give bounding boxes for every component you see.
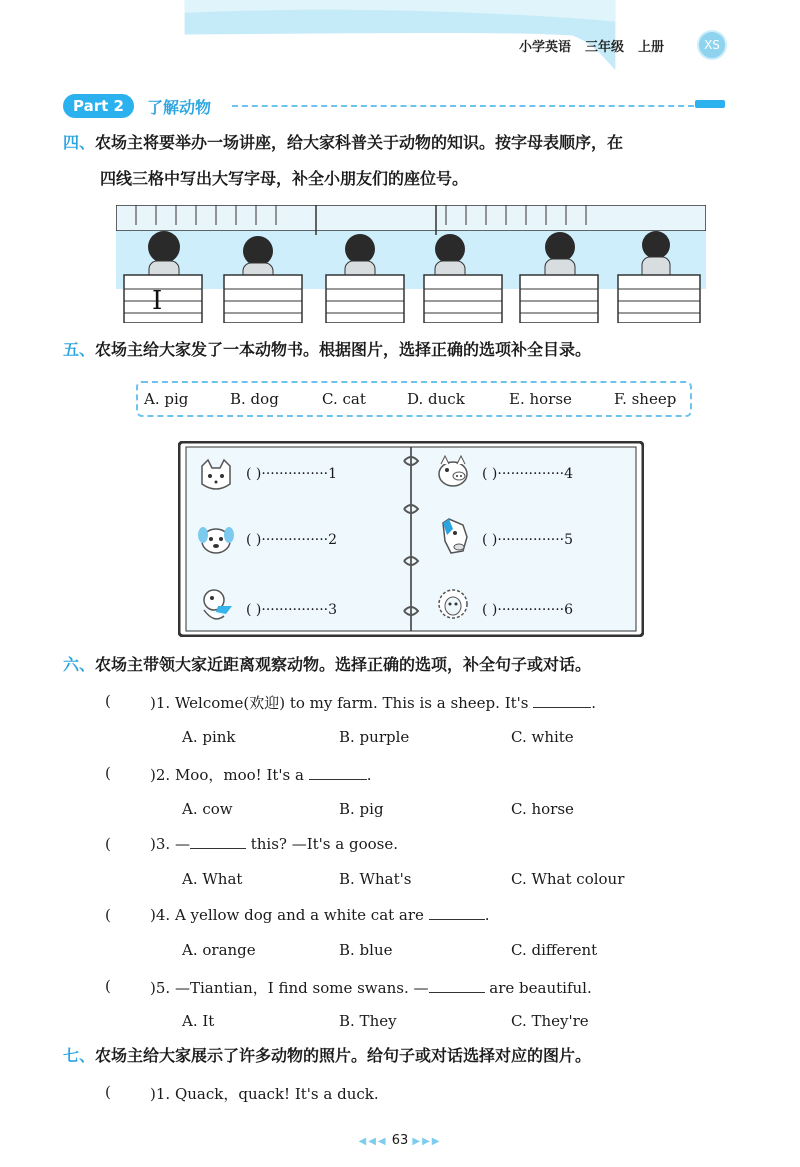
- section7-num: 七、: [63, 1046, 96, 1065]
- section6-heading: [63, 655, 591, 675]
- entry-2-page: 2: [328, 532, 338, 548]
- entry-2-dots: ···············: [261, 532, 329, 548]
- q7-1-num: )1.: [150, 1085, 171, 1103]
- q6-1: [150, 692, 596, 713]
- q6-1-post: .: [591, 694, 597, 712]
- option-d: D. duck: [407, 390, 465, 408]
- entry-4-paren: ( ): [482, 466, 498, 482]
- entry-3-dots: ···············: [261, 602, 329, 618]
- q6-3-post: this? —It's a goose.: [250, 835, 398, 853]
- footer-right-arrows: ▶▶▶: [412, 1136, 442, 1147]
- q6-5-post: are beautiful.: [489, 979, 592, 997]
- q6-5-choice-a: A. It: [182, 1012, 215, 1030]
- q6-5-choice-b: B. They: [339, 1012, 397, 1030]
- header-grade: 三年级: [585, 40, 625, 55]
- q6-5-blank[interactable]: [429, 979, 485, 993]
- q6-4-answer-paren[interactable]: (: [105, 906, 111, 924]
- q6-5: [150, 977, 592, 998]
- option-b: B. dog: [230, 390, 279, 408]
- q6-3: [150, 835, 398, 853]
- q6-2-choice-a: A. cow: [182, 800, 233, 818]
- entry-5-page: 5: [564, 532, 574, 548]
- q6-4-choice-a: A. orange: [182, 941, 256, 959]
- q7-1-answer-paren[interactable]: (: [105, 1083, 111, 1101]
- q6-5-answer-paren[interactable]: (: [105, 977, 111, 995]
- q6-1-choice-a: A. pink: [182, 728, 236, 746]
- q6-4-pre: A yellow dog and a white cat are: [174, 906, 424, 924]
- page-number: 63: [391, 1133, 409, 1148]
- book-entry-6: [482, 602, 573, 618]
- q6-5-choice-c: C. They're: [511, 1012, 589, 1030]
- q6-3-choice-a: A. What: [182, 870, 243, 888]
- q6-4-post: .: [484, 906, 490, 924]
- entry-6-page: 6: [564, 602, 574, 618]
- section4-line1: 农场主将要举办一场讲座，给大家科普关于动物的知识。按字母表顺序，在: [95, 133, 624, 152]
- q6-4-choice-c: C. different: [511, 941, 598, 959]
- section5-heading: [63, 340, 591, 360]
- q6-2-pre: Moo，moo! It's a: [174, 766, 304, 784]
- page-footer: [0, 1133, 800, 1148]
- option-f: F. sheep: [614, 390, 677, 408]
- entry-6-paren: ( ): [482, 602, 498, 618]
- section5-num: 五、: [63, 340, 96, 359]
- seat-letter-i: I: [152, 286, 163, 316]
- header-subject: 小学英语: [519, 40, 572, 55]
- q6-4-choice-b: B. blue: [339, 941, 393, 959]
- q6-3-choice-b: B. What's: [339, 870, 412, 888]
- q6-2-answer-paren[interactable]: (: [105, 764, 111, 782]
- dog-icon: [196, 519, 236, 559]
- q6-4: [150, 906, 490, 924]
- q6-3-choice-c: C. What colour: [511, 870, 625, 888]
- section7-text: 农场主给大家展示了许多动物的照片。给句子或对话选择对应的图片。: [95, 1046, 592, 1065]
- q6-2-blank[interactable]: [309, 766, 367, 780]
- q6-1-choice-c: C. white: [511, 728, 574, 746]
- q6-4-num: )4.: [150, 906, 171, 924]
- classroom-scene: [116, 205, 706, 323]
- section4-line2: 四线三格中写出大写字母，补全小朋友们的座位号。: [100, 169, 469, 188]
- q6-3-pre: —: [174, 835, 190, 853]
- q6-3-answer-paren[interactable]: (: [105, 835, 111, 853]
- part-title: 了解动物: [147, 98, 212, 117]
- duck-icon: [196, 584, 236, 624]
- header-volume: 上册: [638, 40, 665, 55]
- q7-1-text: Quack，quack! It's a duck.: [174, 1085, 379, 1103]
- q6-2-num: )2.: [150, 766, 171, 784]
- option-e: E. horse: [509, 390, 572, 408]
- sheep-icon: [433, 584, 473, 624]
- q6-2-choice-b: B. pig: [339, 800, 384, 818]
- footer-left-arrows: ◀◀◀: [358, 1136, 388, 1147]
- entry-1-paren: ( ): [246, 466, 262, 482]
- book-entry-2: [246, 532, 337, 548]
- q6-1-answer-paren[interactable]: (: [105, 692, 111, 710]
- book-entry-1: [246, 466, 337, 482]
- q6-5-pre: —Tiantian，I find some swans. —: [174, 979, 429, 997]
- section4-heading: [63, 133, 623, 153]
- section4-num: 四、: [63, 133, 96, 152]
- section6-num: 六、: [63, 655, 96, 674]
- horse-icon: [433, 517, 473, 557]
- book-entry-3: [246, 602, 337, 618]
- entry-4-page: 4: [564, 466, 574, 482]
- part-divider: [232, 105, 694, 107]
- option-c: C. cat: [322, 390, 366, 408]
- q6-3-blank[interactable]: [190, 835, 246, 849]
- q6-1-pre: Welcome(欢迎) to my farm. This is a sheep. It's: [174, 694, 529, 712]
- header-band: [0, 0, 800, 70]
- xs-badge: XS: [697, 30, 727, 60]
- q6-1-num: )1.: [150, 694, 171, 712]
- header-text: [519, 36, 664, 55]
- section6-text: 农场主带领大家近距离观察动物。选择正确的选项，补全句子或对话。: [95, 655, 592, 674]
- section5-text: 农场主给大家发了一本动物书。根据图片，选择正确的选项补全目录。: [95, 340, 592, 359]
- entry-4-dots: ···············: [497, 466, 565, 482]
- option-a: A. pig: [144, 390, 189, 408]
- q6-4-blank[interactable]: [429, 906, 485, 920]
- q6-5-num: )5.: [150, 979, 171, 997]
- q6-1-blank[interactable]: [533, 694, 591, 708]
- entry-2-paren: ( ): [246, 532, 262, 548]
- q6-1-choice-b: B. purple: [339, 728, 410, 746]
- entry-6-dots: ···············: [497, 602, 565, 618]
- book-entry-4: [482, 466, 573, 482]
- part-pill: Part 2: [63, 94, 134, 118]
- q7-1: [150, 1083, 379, 1104]
- q6-3-num: )3.: [150, 835, 171, 853]
- pencil-icon: [695, 100, 725, 108]
- q6-2-choice-c: C. horse: [511, 800, 574, 818]
- pig-icon: [433, 452, 473, 492]
- book-entry-5: [482, 532, 573, 548]
- entry-5-dots: ···············: [497, 532, 565, 548]
- section7-heading: [63, 1046, 591, 1066]
- entry-3-page: 3: [328, 602, 338, 618]
- entry-3-paren: ( ): [246, 602, 262, 618]
- entry-5-paren: ( ): [482, 532, 498, 548]
- entry-1-page: 1: [328, 466, 338, 482]
- cat-icon: [196, 456, 236, 496]
- q6-2-post: .: [366, 766, 372, 784]
- entry-1-dots: ···············: [261, 466, 329, 482]
- q6-2: [150, 764, 372, 785]
